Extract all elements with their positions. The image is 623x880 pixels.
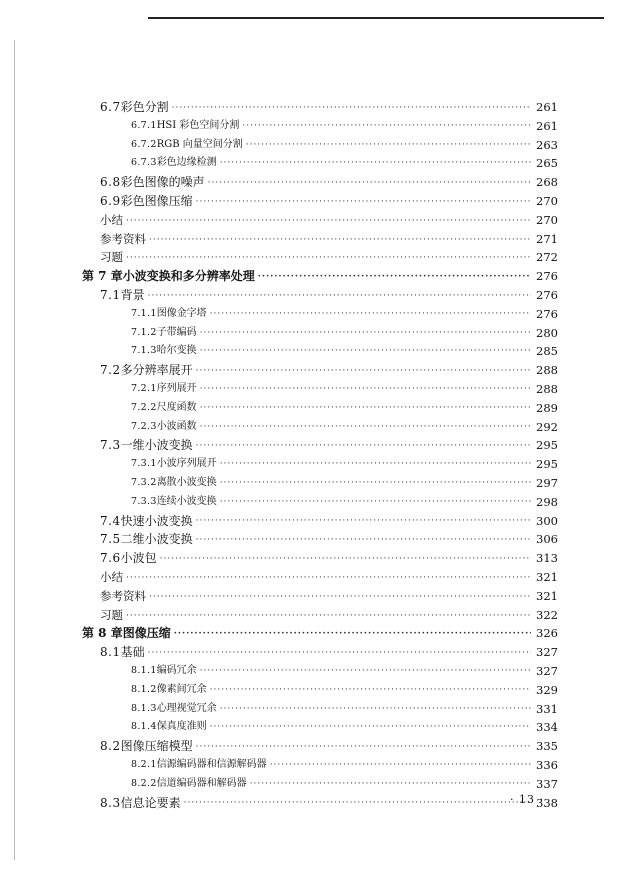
toc-entry-title: 小结 [100,570,123,584]
toc-entry-number: 8.3 [100,795,121,810]
toc-entry-title: 编码冗余 [156,665,197,676]
toc-entry-page: 292 [536,419,558,434]
toc-entry-section [100,98,558,116]
dot-leader [220,700,531,718]
toc-entry-page: 288 [536,382,558,396]
toc-entry-number: 6.9 [100,194,121,208]
toc-entry-page: 326 [536,626,558,641]
toc-entry-title: 小波序列展开 [156,458,217,470]
toc-entry-title: 图像压缩模型 [120,739,193,754]
dot-leader [196,530,531,548]
toc-entry-number: 6.7 [100,100,121,114]
toc-entry-page: 336 [536,758,558,772]
toc-entry-sub [131,342,558,360]
toc-entry-section [100,737,558,755]
toc-entry-page: 329 [536,682,558,697]
toc-entry-title: 一维小波变换 [120,438,193,453]
dot-leader [174,624,531,642]
toc-entry-page: 276 [536,288,558,302]
toc-entry-page: 321 [536,588,558,603]
toc-entry-title: 多分辨率展开 [120,363,193,378]
dot-leader [196,737,531,755]
toc-entry-title: 尺度函数 [156,401,197,413]
dot-leader [196,361,531,379]
dot-leader [220,455,531,473]
toc-entry-title: 参考资料 [100,588,146,603]
toc-entry-page: 331 [536,701,558,716]
toc-entry-title: RGB 向量空间分割 [156,138,243,150]
toc-entry-sub [131,380,558,398]
toc-entry-title: 信源编码器和信源解码器 [156,759,267,770]
toc-entry-title: 图像金字塔 [156,307,207,319]
toc-entry-number: 7.3.1 [131,458,157,470]
dot-leader [126,606,531,624]
toc-entry-sub [131,756,558,774]
toc-entry-title: 像素间冗余 [156,683,207,695]
toc-entry-title: 信息论要素 [120,795,181,810]
toc-entry-chapter [82,624,558,642]
toc-entry-number: 8.2.1 [131,759,157,770]
toc-entry-number: 7.6 [100,551,121,566]
toc-entry-number: 8.1 [100,645,121,660]
toc-entry-page: 334 [536,720,558,735]
toc-entry-sub [131,455,558,473]
toc-entry-page: 276 [536,269,558,284]
toc-entry-number: 6.7.3 [131,157,157,169]
toc-entry-page: 261 [536,118,558,133]
toc-entry-number: 7.2 [100,363,121,378]
toc-entry-title: 彩色图像的噪声 [120,175,205,190]
dot-leader [242,117,531,135]
dot-leader [160,549,531,567]
toc-entry-sub [131,136,558,154]
dot-leader [220,154,531,172]
toc-entry-page: 337 [536,776,558,791]
dot-leader [200,418,531,436]
toc-entry-sub [131,154,558,172]
toc-entry-page: 272 [536,250,558,265]
toc-entry-title: 心理视觉冗余 [156,702,217,714]
toc-entry-title: 彩色图像压缩 [120,194,193,208]
toc-entry-number: 7.2.1 [131,383,157,394]
toc-entry-page: 327 [536,664,558,678]
toc-entry-number: 第 7 章 [82,269,123,284]
toc-entry-title: 二维小波变换 [120,532,193,547]
toc-entry-title: 图像压缩 [122,626,171,641]
toc-entry-end [100,606,558,624]
dot-leader [270,756,531,774]
dot-leader [210,718,531,736]
toc-entry-title: 哈尔变换 [156,345,197,357]
toc-entry-page: 270 [536,194,558,208]
toc-entry-page: 289 [536,400,558,415]
toc-entry-title: 小波变换和多分辨率处理 [122,269,255,284]
toc-entry-section [100,192,558,210]
toc-entry-title: 彩色分割 [120,100,169,114]
toc-entry-number: 7.1.3 [131,345,157,357]
toc-entry-number: 8.2 [100,739,121,754]
toc-entry-number: 第 8 章 [82,626,123,641]
toc-entry-number: 6.7.1 [131,119,157,131]
toc-entry-sub [131,718,558,736]
dot-leader [148,643,531,661]
toc-entry-number: 8.1.4 [131,721,157,733]
toc-entry-section [100,436,558,454]
dot-leader [200,324,531,342]
toc-entry-title: 习题 [100,607,123,622]
toc-entry-end [100,587,558,605]
toc-entry-page: 306 [536,532,558,547]
toc-entry-sub [131,324,558,342]
toc-entry-section [100,173,558,191]
toc-entry-page: 321 [536,570,558,584]
dot-leader [184,794,531,812]
toc-entry-title: 小波函数 [156,420,197,432]
dot-leader [246,136,531,154]
toc-entry-end [100,211,558,229]
toc-entry-section [100,549,558,567]
toc-entry-page: 338 [536,795,558,810]
toc-entry-page: 297 [536,476,558,490]
toc-entry-number: 7.3.3 [131,495,157,507]
toc-entry-section [100,361,558,379]
dot-leader [149,230,531,248]
toc-entry-number: 7.1 [100,288,121,302]
toc-entry-page: 335 [536,739,558,754]
toc-entry-title: 连续小波变换 [156,495,217,507]
toc-entry-number: 7.1.1 [131,307,157,319]
toc-entry-number: 7.4 [100,513,121,528]
toc-entry-number: 7.3 [100,438,121,453]
page-number: · 13 · [510,793,544,806]
toc-entry-number: 6.7.2 [131,138,157,150]
toc-entry-page: 322 [536,607,558,622]
dot-leader [126,568,531,586]
dot-leader [196,512,531,530]
toc-entry-page: 270 [536,212,558,227]
toc-entry-sub [131,681,558,699]
toc-entry-page: 295 [536,438,558,453]
toc-entry-sub [131,493,558,511]
toc-entry-page: 276 [536,306,558,321]
toc-entry-number: 7.1.2 [131,326,157,338]
toc-entry-page: 295 [536,457,558,472]
toc-entry-title: 离散小波变换 [156,477,217,488]
dot-leader [200,342,531,360]
dot-leader [148,286,531,304]
toc-entry-number: 7.2.3 [131,420,157,432]
toc-entry-page: 300 [536,513,558,528]
toc-entry-title: 参考资料 [100,231,146,246]
toc-entry-section [100,530,558,548]
toc-entry-chapter [82,267,558,285]
toc-entry-page: 265 [536,156,558,171]
toc-entry-page: 271 [536,231,558,246]
toc-entry-page: 285 [536,344,558,359]
toc-entry-sub [131,474,558,492]
toc-entry-page: 268 [536,175,558,190]
dot-leader [196,192,531,210]
dot-leader [220,493,531,511]
toc-entry-section [100,286,558,304]
toc-entry-title: 序列展开 [156,383,197,394]
toc-entry-page: 261 [536,100,558,114]
toc-entry-title: 彩色边缘检测 [156,157,217,169]
toc-entry-sub [131,662,558,680]
toc-entry-title: 小结 [100,212,123,227]
toc-entry-title: 基础 [120,645,145,660]
toc-entry-title: 习题 [100,250,123,265]
dot-leader [200,662,531,680]
toc-entry-title: 小波包 [120,551,157,566]
toc-entry-section [100,643,558,661]
dot-leader [210,681,531,699]
toc-entry-section [100,794,558,812]
toc-entry-number: 8.1.1 [131,665,157,676]
dot-leader [210,305,531,323]
toc-entry-sub [131,117,558,135]
dot-leader [172,98,531,116]
toc-entry-page: 280 [536,325,558,340]
toc-entry-number: 8.2.2 [131,777,157,789]
dot-leader [220,474,531,492]
toc-entry-number: 8.1.2 [131,683,157,695]
dot-leader [208,173,531,191]
dot-leader [126,248,531,266]
dot-leader [196,436,531,454]
toc-entry-end [100,230,558,248]
toc-entry-page: 327 [536,645,558,660]
dot-leader [258,267,531,285]
toc-entry-page: 288 [536,363,558,378]
toc-entry-title: 子带编码 [156,326,197,338]
toc-entry-section [100,512,558,530]
toc-entry-number: 6.8 [100,175,121,190]
toc-entry-title: 快速小波变换 [120,513,193,528]
toc-entry-sub [131,700,558,718]
dot-leader [250,775,531,793]
toc-entry-page: 313 [536,551,558,566]
toc-entry-number: 7.3.2 [131,477,157,488]
dot-leader [149,587,531,605]
toc-entry-number: 7.5 [100,532,121,547]
toc-entry-sub [131,399,558,417]
toc-entry-page: 298 [536,494,558,509]
toc-entry-sub [131,305,558,323]
toc-entry-end [100,568,558,586]
toc-entry-sub [131,775,558,793]
toc-entry-page: 263 [536,137,558,152]
toc-entry-title: HSI 彩色空间分割 [156,119,240,131]
toc-entry-title: 信道编码器和解码器 [156,777,247,789]
toc-entry-end [100,248,558,266]
dot-leader [126,211,531,229]
dot-leader [200,380,531,398]
toc-entry-number: 8.1.3 [131,702,157,714]
toc-entry-title: 保真度准则 [156,721,207,733]
dot-leader [200,399,531,417]
toc-entry-number: 7.2.2 [131,401,157,413]
toc-entry-title: 背景 [120,288,145,302]
toc-entry-sub [131,418,558,436]
